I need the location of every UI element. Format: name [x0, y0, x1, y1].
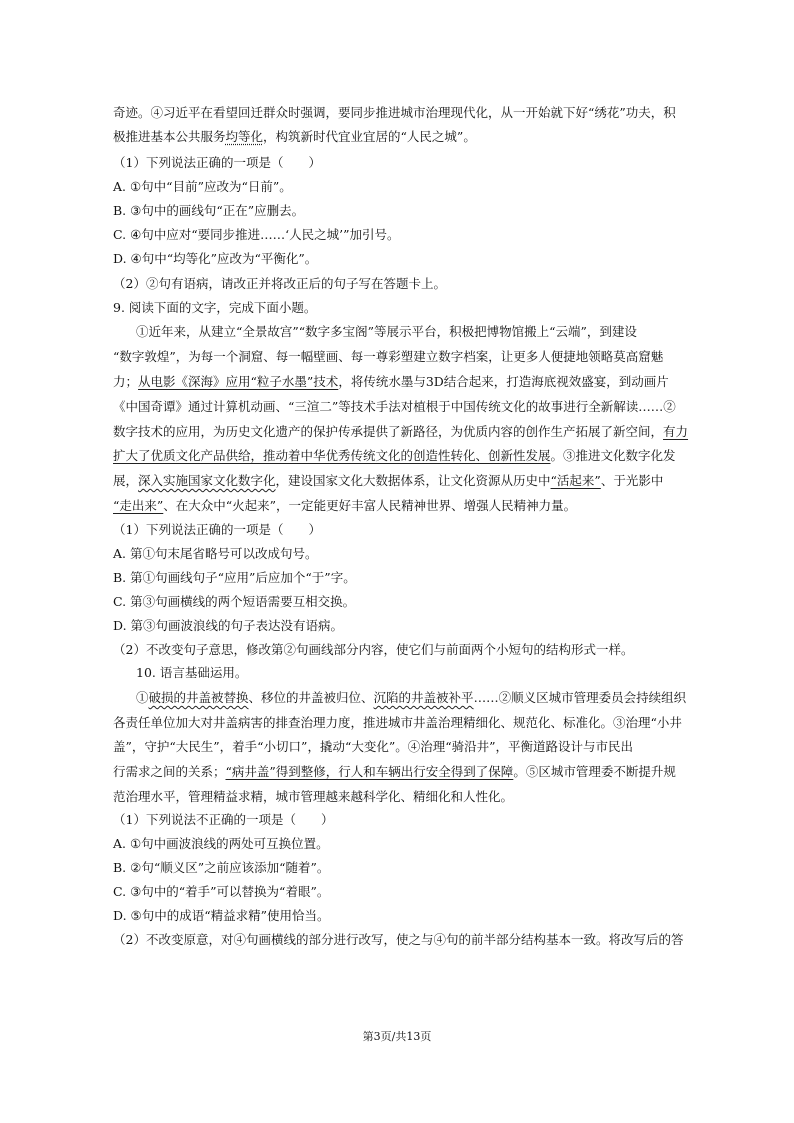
q8-option-a: A. ①句中“目前”应改为“日前”。 — [113, 179, 292, 194]
q10-passage-line-2: 各责任单位加大对井盖病害的排查治理力度，推进城市井盖治理精细化、规范化、标准化。③治理“小井 — [113, 715, 682, 730]
q8-option-c: C. ④句中应对“要同步推进……‘人民之城’”加引号。 — [113, 227, 400, 242]
underlined-sentence: “病井盖”得到整修，行人和车辆出行安全得到了保障 — [225, 764, 514, 779]
q8-option-d: D. ④句中“均等化”应改为“平衡化”。 — [113, 251, 318, 266]
q10-passage-line-3: 盖”，守护“大民生”，着手“小切口”，撬动“大变化”。④治理“骑沿井”，平衡道路设计与市民出 — [113, 739, 634, 754]
underlined-phrase: “走出来” — [113, 498, 164, 513]
q10-option-d: D. ⑤句中的成语“精益求精”使用恰当。 — [113, 908, 330, 923]
q8-sub-question-1: （1）下列说法正确的一项是（ ） — [113, 155, 321, 170]
underlined-phrase: 扩大了优质文化产品供给，推动着中华优秀传统文化的创造性转化、创新性发展 — [113, 448, 551, 463]
q8-text-line-2: 极推进基本公共服务均等化，构筑新时代宜业宜居的“人民之城”。 — [113, 129, 476, 144]
q10-passage-line-4: 行需求之间的关系；“病井盖”得到整修，行人和车辆出行安全得到了保障。⑤区城市管理委不断提升规 — [113, 764, 676, 779]
q9-option-a: A. 第①句末尾省略号可以改成句号。 — [113, 546, 318, 561]
underlined-phrase: 有力 — [663, 424, 689, 439]
q10-option-b: B. ②句“顺义区”之前应该添加“随着”。 — [113, 860, 330, 875]
wavy-underlined-phrase: 沉陷的井盖被补平 — [373, 690, 474, 705]
q10-passage-line-1: ①破损的井盖被替换、移位的井盖被归位、沉陷的井盖被补平……②顺义区城市管理委员会持续组织 — [136, 690, 687, 705]
q8-sub-question-2: （2）②句有语病，请改正并将改正后的句子写在答题卡上。 — [113, 276, 446, 291]
q9-option-c: C. 第③句画横线的两个短语需要互相交换。 — [113, 594, 356, 609]
q9-passage-line-6: 扩大了优质文化产品供给，推动着中华优秀传统文化的创造性转化、创新性发展。③推进文化数字化发 — [113, 448, 676, 463]
dotted-underlined-phrase: 均等化 — [225, 129, 264, 144]
q10-sub-question-1: （1）下列说法不正确的一项是（ ） — [113, 812, 334, 827]
q8-option-b: B. ③句中的画线句“正在”应删去。 — [113, 203, 305, 218]
underlined-sentence: 从电影《深海》应用“粒子水墨”技术 — [138, 374, 339, 389]
q9-sub-question-2: （2）不改变句子意思，修改第②句画线部分内容，使它们与前面两个小短句的结构形式一样。 — [113, 642, 634, 657]
q10-passage-line-5: 范治理水平，管理精益求精，城市管理越来越科学化、精细化和人性化。 — [113, 789, 514, 804]
q9-option-d: D. 第③句画波浪线的句子表达没有语病。 — [113, 618, 344, 633]
wavy-underlined-phrase: 破损的井盖被替换 — [148, 690, 249, 705]
q10-sub-question-2: （2）不改变原意，对④句画横线的部分进行改写，使之与④句的前半部分结构基本一致。将改写后的答 — [113, 932, 684, 947]
q9-sub-question-1: （1）下列说法正确的一项是（ ） — [113, 522, 321, 537]
q10-title: 10. 语言基础运用。 — [136, 665, 248, 680]
q9-passage-line-1: ①近年来，从建立“全景故宫”“数字多宝阁”等展示平台，积极把博物馆搬上“云端”，到建设 — [136, 324, 637, 339]
q10-option-c: C. ③句中的“着手”可以替换为“着眼”。 — [113, 884, 330, 899]
q9-passage-line-5: 数字技术的应用，为历史文化遗产的保护传承提供了新路径，为优质内容的创作生产拓展了新空间，有力 — [113, 424, 689, 439]
page-number-footer: 第3页/共13页 — [362, 1030, 432, 1043]
q9-passage-line-8: “走出来”、在大众中“火起来”，一定能更好丰富人民精神世界、增强人民精神力量。 — [113, 498, 577, 513]
underlined-phrase: “活起来” — [550, 473, 601, 488]
q9-passage-line-3: 力；从电影《深海》应用“粒子水墨”技术，将传统水墨与3D结合起来，打造海底视效盛宴，到动画片 — [113, 374, 669, 389]
q9-title: 9. 阅读下面的文字，完成下面小题。 — [113, 300, 317, 315]
q9-passage-line-7: 展，深入实施国家文化数字化，建设国家文化大数据体系，让文化资源从历史中“活起来”、于光影中 — [113, 473, 664, 488]
q9-passage-line-4: 《中国奇谭》通过计算机动画、“三渲二”等技术手法对植根于中国传统文化的故事进行全新解读……② — [113, 399, 676, 414]
wavy-underlined-phrase: 深入实施国家文化数字化 — [138, 473, 276, 488]
q9-passage-line-2: “数字敦煌”，为每一个洞窟、每一幅壁画、每一尊彩塑建立数字档案，让更多人便捷地领略莫高窟魅 — [113, 349, 664, 364]
q10-option-a: A. ①句中画波浪线的两处可互换位置。 — [113, 836, 329, 851]
q9-option-b: B. 第①句画线句子“应用”后应加个“于”字。 — [113, 570, 356, 585]
q8-text-line-1: 奇迹。④习近平在看望回迁群众时强调，要同步推进城市治理现代化，从一开始就下好“绣花”功夫，积 — [113, 105, 676, 120]
